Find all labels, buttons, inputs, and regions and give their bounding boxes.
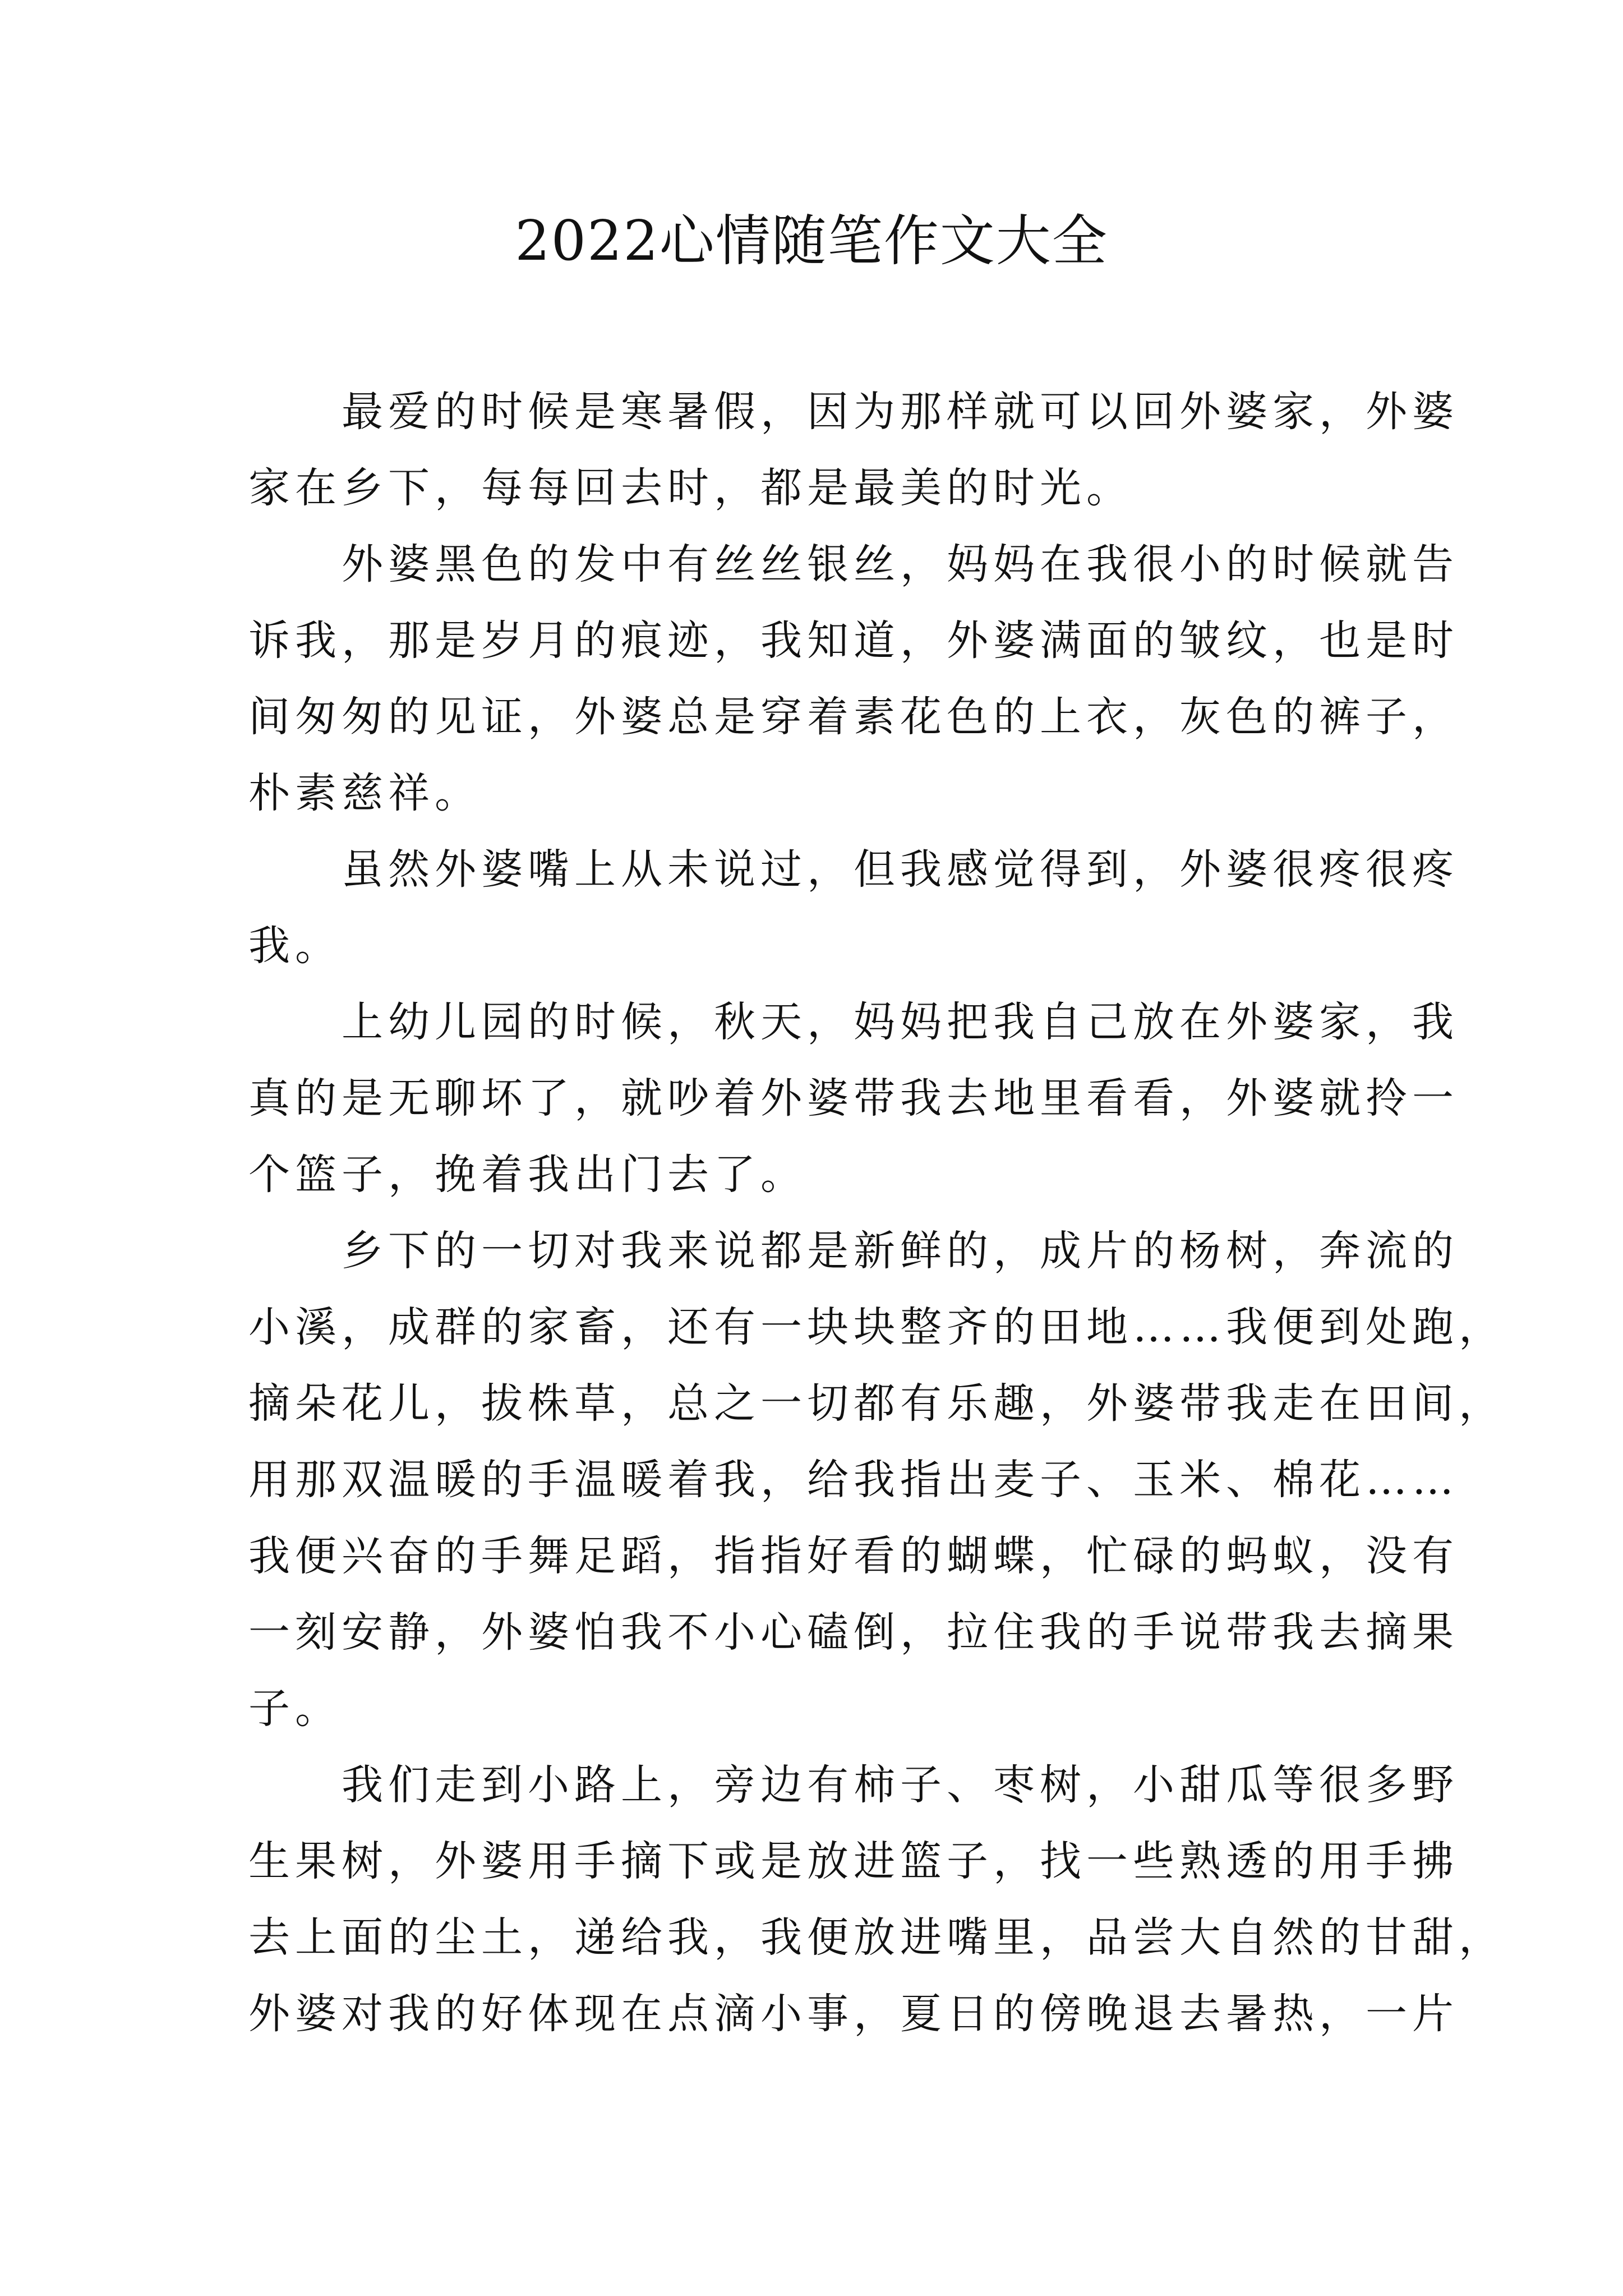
text-line: 诉我，那是岁月的痕迹，我知道，外婆满面的皱纹，也是时 [248, 616, 1459, 665]
paragraph [248, 526, 1459, 831]
text-line: 小溪，成群的家畜，还有一块块整齐的田地……我便到处跑， [248, 1303, 1505, 1351]
paragraph [248, 1213, 1505, 1747]
text-line: 摘朵花儿，拔株草，总之一切都有乐趣，外婆带我走在田间， [248, 1379, 1505, 1428]
text-line: 我便兴奋的手舞足蹈，指指好看的蝴蝶，忙碌的蚂蚁，没有 [248, 1532, 1459, 1580]
text-line: 上幼儿园的时候，秋天，妈妈把我自己放在外婆家，我 [342, 998, 1459, 1046]
text-line: 朴素慈祥。 [248, 769, 481, 817]
text-line: 乡下的一切对我来说都是新鲜的，成片的杨树，奔流的 [342, 1227, 1459, 1275]
text-line: 子。 [248, 1685, 342, 1733]
paragraph [248, 374, 1459, 526]
text-line: 生果树，外婆用手摘下或是放进篮子，找一些熟透的用手拂 [248, 1837, 1459, 1885]
text-line: 最爱的时候是寒暑假，因为那样就可以回外婆家，外婆 [342, 388, 1459, 436]
text-line: 家在乡下，每每回去时，都是最美的时光。 [248, 464, 1133, 512]
text-line: 外婆黑色的发中有丝丝银丝，妈妈在我很小的时候就告 [342, 540, 1459, 588]
text-line: 真的是无聊坏了，就吵着外婆带我去地里看看，外婆就拎一 [248, 1074, 1459, 1122]
document-body [248, 374, 1505, 2052]
paragraph [248, 984, 1459, 1213]
text-line: 用那双温暖的手温暖着我，给我指出麦子、玉米、棉花…… [248, 1456, 1459, 1504]
text-line: 我们走到小路上，旁边有柿子、枣树，小甜瓜等很多野 [342, 1761, 1459, 1809]
text-line: 一刻安静，外婆怕我不小心磕倒，拉住我的手说带我去摘果 [248, 1608, 1459, 1657]
text-line: 虽然外婆嘴上从未说过，但我感觉得到，外婆很疼很疼 [342, 845, 1459, 894]
text-line: 我。 [248, 922, 342, 970]
text-line: 去上面的尘土，递给我，我便放进嘴里，品尝大自然的甘甜， [248, 1913, 1505, 1962]
text-line: 个篮子，挽着我出门去了。 [248, 1151, 807, 1199]
text-line: 间匆匆的见证，外婆总是穿着素花色的上衣，灰色的裤子， [248, 693, 1459, 741]
text-line: 外婆对我的好体现在点滴小事，夏日的傍晚退去暑热，一片 [248, 1990, 1459, 2038]
document-title: 2022心情随笔作文大全 [515, 209, 1108, 273]
paragraph [248, 1747, 1505, 2052]
paragraph [248, 831, 1459, 984]
